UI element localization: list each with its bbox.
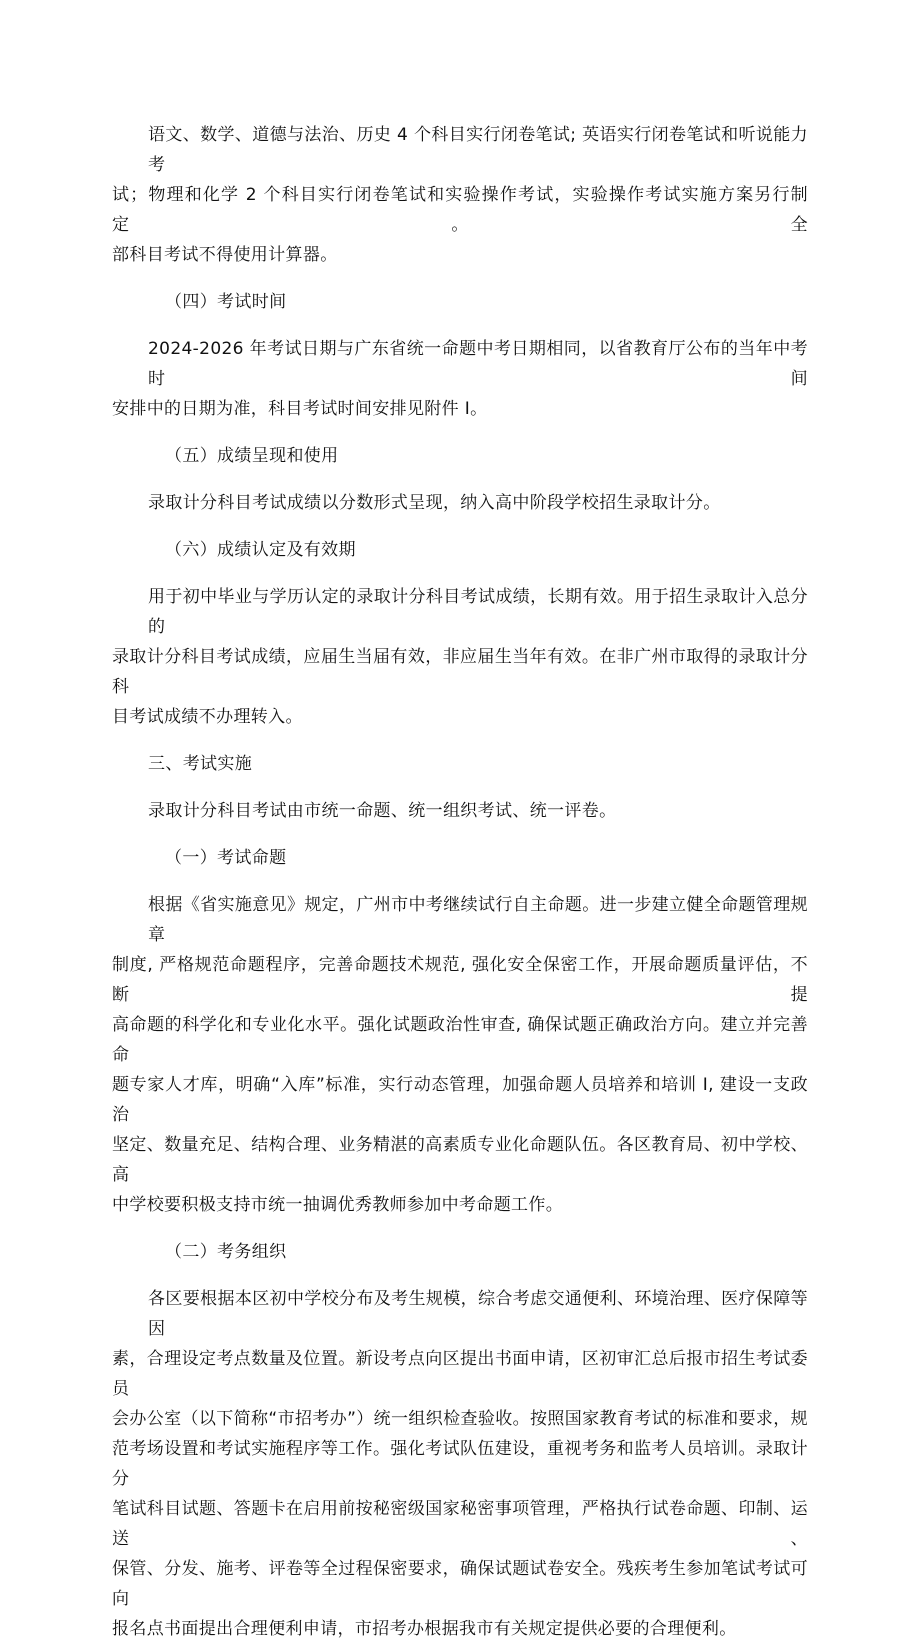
text-line: 根据《省实施意见》规定，广州市中考继续试行自主命题。进一步建立健全命题管理规章 [148, 895, 808, 945]
text-line: 用于初中毕业与学历认定的录取计分科目考试成绩，长期有效。用于招生录取计入总分的 [148, 587, 808, 637]
text-line: 中学校要积极支持市统一抽调优秀教师参加中考命题工作。 [112, 1195, 564, 1215]
text-line: 语文、数学、道德与法治、历史 4 个科目实行闭卷笔试; 英语实行闭卷笔试和听说能力考 [148, 125, 808, 175]
text-line: 高命题的科学化和专业化水平。强化试题政治性审查, 确保试题正确政治方向。建立并完善命 [112, 1015, 808, 1065]
text-line: 录取计分科目考试成绩以分数形式呈现，纳入高中阶段学校招生录取计分。 [148, 493, 721, 513]
text-line: 安排中的日期为准，科目考试时间安排见附件 I。 [112, 399, 488, 419]
text-line: 题专家人才库，明确“入库”标准，实行动态管理，加强命题人员培养和培训 I, 建设一支政治 [112, 1075, 808, 1125]
text-line: 试；物理和化学 2 个科目实行闭卷笔试和实验操作考试，实验操作考试实施方案另行制定。全 [112, 185, 808, 235]
text-line: 录取计分科目考试由市统一命题、统一组织考试、统一评卷。 [148, 801, 617, 821]
text-line: 笔试科目试题、答题卡在启用前按秘密级国家秘密事项管理，严格执行试卷命题、印制、运送、 [112, 1499, 808, 1549]
text-line: 各区要根据本区初中学校分布及考生规模，综合考虑交通便利、环境治理、医疗保障等因 [148, 1289, 808, 1339]
paragraph-exam-proposition [112, 890, 808, 1220]
chapter-heading: 三、考试实施 [148, 754, 253, 774]
text-line: 会办公室（以下简称“市招考办”）统一组织检查验收。按照国家教育考试的标准和要求，规 [112, 1409, 808, 1429]
text-line: 目考试成绩不办理转入。 [112, 707, 303, 727]
section-heading: （五）成绩呈现和使用 [165, 446, 339, 466]
text-line: 制度, 严格规范命题程序，完善命题技术规范, 强化安全保密工作，开展命题质量评估，不断提 [112, 955, 808, 1005]
text-line: 坚定、数量充足、结构合理、业务精湛的高素质专业化命题队伍。各区教育局、初中学校、高 [112, 1135, 808, 1185]
text-line: 部科目考试不得使用计算器。 [112, 245, 338, 265]
text-line: 保管、分发、施考、评卷等全过程保密要求，确保试题试卷安全。残疾考生参加笔试考试可向 [112, 1559, 808, 1609]
paragraph-exam-time [112, 334, 808, 424]
paragraph-exam-affairs [112, 1284, 808, 1644]
paragraph-score-use [112, 488, 808, 518]
section-heading: （四）考试时间 [165, 292, 287, 312]
paragraph-score-validity [112, 582, 808, 732]
paragraph-exam-implementation [112, 796, 808, 826]
text-line: 录取计分科目考试成绩，应届生当届有效，非应届生当年有效。在非广州市取得的录取计分科 [112, 647, 808, 697]
paragraph-exam-format [112, 120, 808, 270]
text-line: 报名点书面提出合理便利申请，市招考办根据我市有关规定提供必要的合理便利。 [112, 1619, 737, 1639]
section-heading: （一）考试命题 [165, 848, 287, 868]
text-line: 范考场设置和考试实施程序等工作。强化考试队伍建设，重视考务和监考人员培训。录取计分 [112, 1439, 808, 1489]
document-page [112, 120, 808, 1644]
section-heading: （六）成绩认定及有效期 [165, 540, 356, 560]
text-line: 素，合理设定考点数量及位置。新设考点向区提出书面申请，区初审汇总后报市招生考试委员 [112, 1349, 808, 1399]
text-line: 2024-2026 年考试日期与广东省统一命题中考日期相同，以省教育厅公布的当年中考时间 [148, 339, 808, 389]
section-heading: （二）考务组织 [165, 1242, 287, 1262]
